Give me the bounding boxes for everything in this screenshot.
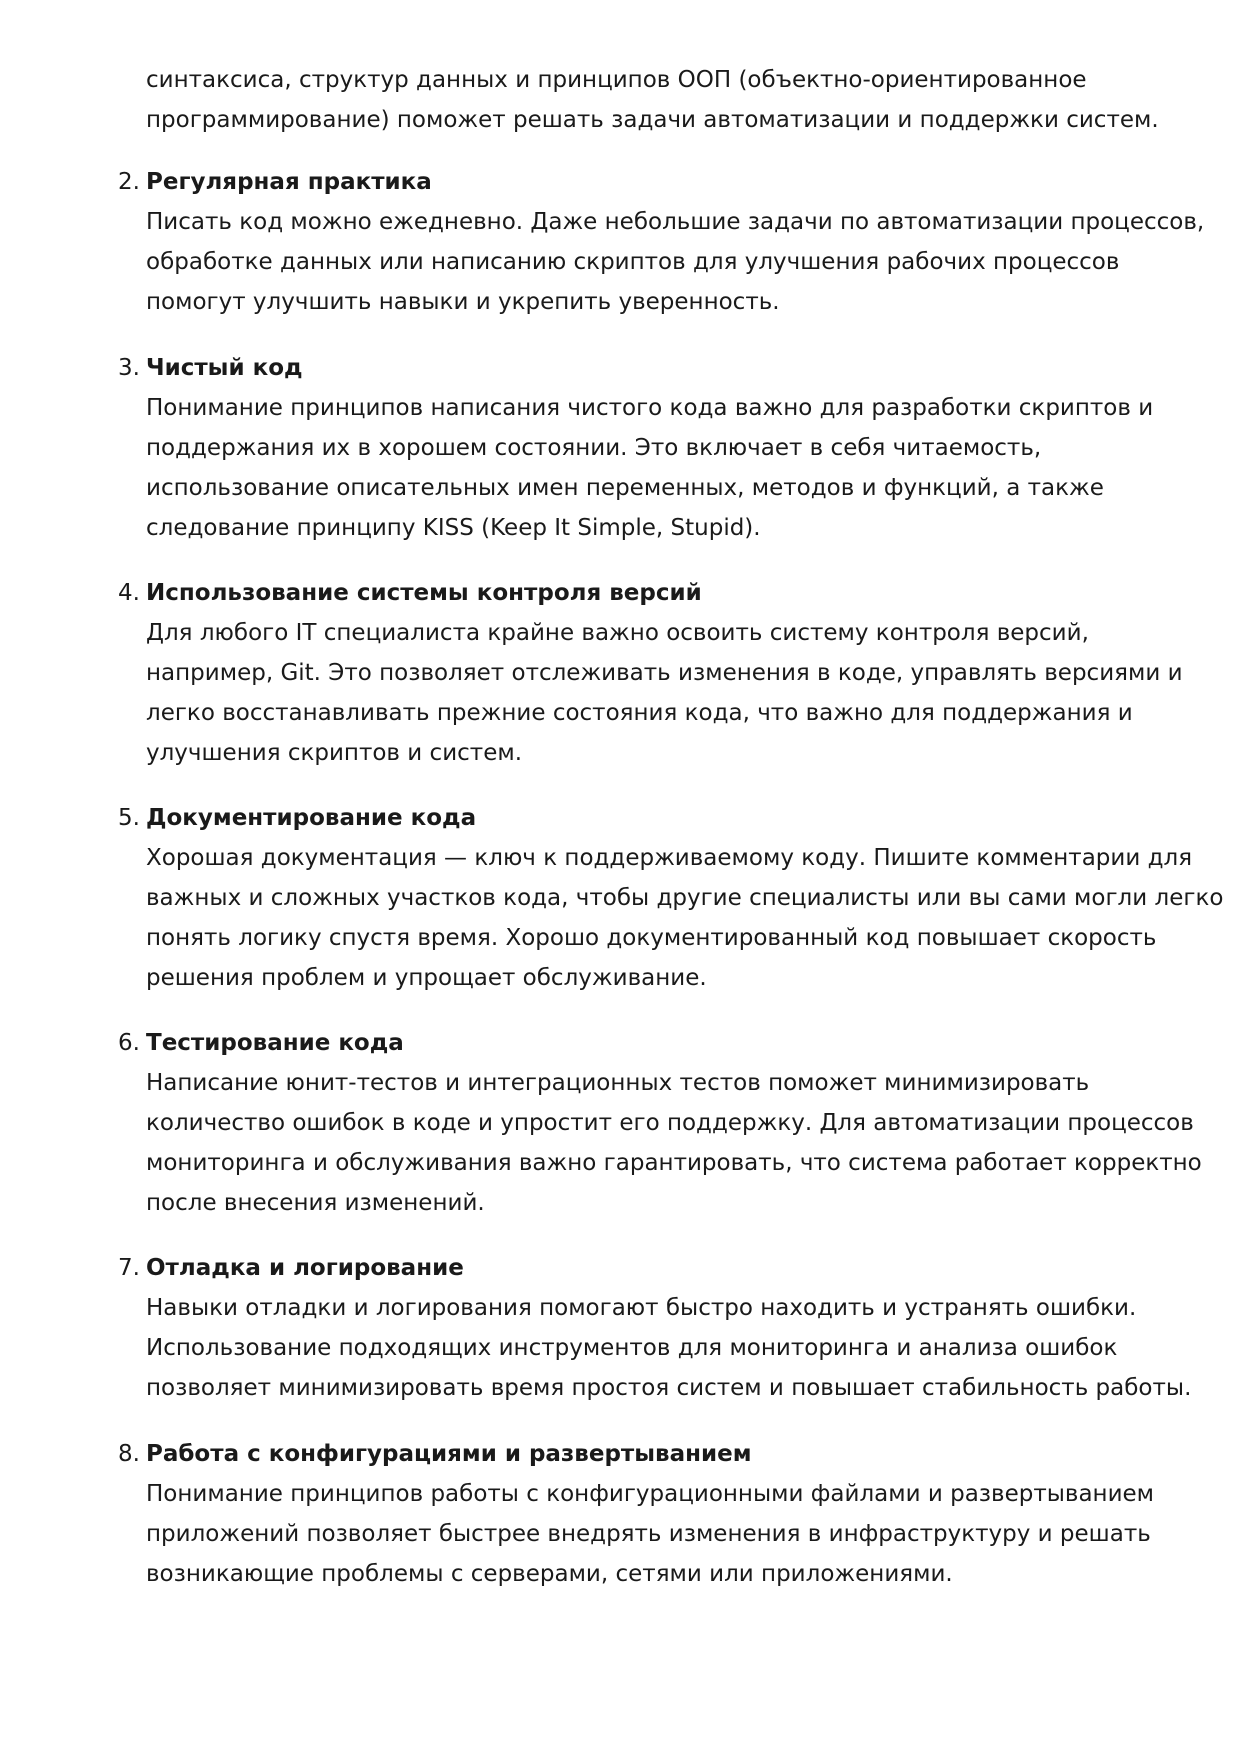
text-line: поддержания их в хорошем состоянии. Это включает в себя читаемость, — [146, 435, 1042, 461]
item-body — [146, 838, 1224, 998]
item-heading — [118, 1434, 1156, 1474]
item-number: 8. — [118, 1441, 140, 1467]
item-body — [146, 202, 1205, 322]
text-line: Использование подходящих инструментов для мониторинга и анализа ошибок — [146, 1335, 1118, 1361]
item-heading — [118, 1248, 1156, 1288]
item-title: Чистый код — [146, 355, 303, 381]
item-heading — [118, 348, 1156, 388]
item-body — [146, 1063, 1202, 1223]
text-line: следование принципу KISS (Keep It Simple, Stupid). — [146, 515, 761, 541]
item-number: 6. — [118, 1030, 140, 1056]
text-line: важных и сложных участков кода, чтобы другие специалисты или вы сами могли легко — [146, 885, 1224, 911]
text-line: понять логику спустя время. Хорошо документированный код повышает скорость — [146, 925, 1157, 951]
text-line: мониторинга и обслуживания важно гарантировать, что система работает корректно — [146, 1150, 1202, 1176]
text-line: Писать код можно ежедневно. Даже небольшие задачи по автоматизации процессов, — [146, 209, 1205, 235]
item-body — [146, 1474, 1156, 1594]
text-line: использование описательных имен переменных, методов и функций, а также — [146, 475, 1104, 501]
list-item-configuration — [118, 1434, 1156, 1594]
text-line: возникающие проблемы с серверами, сетями или приложениями. — [146, 1561, 953, 1587]
text-line: Написание юнит-тестов и интеграционных тестов поможет минимизировать — [146, 1070, 1090, 1096]
text-line: Хорошая документация — ключ к поддерживаемому коду. Пишите комментарии для — [146, 845, 1193, 871]
text-line: обработке данных или написанию скриптов для улучшения рабочих процессов — [146, 249, 1120, 275]
list-item-version-control — [118, 573, 1183, 773]
item-title: Работа с конфигурациями и развертыванием — [146, 1441, 752, 1467]
item-title: Документирование кода — [146, 805, 477, 831]
text-line: синтаксиса, структур данных и принципов ООП (объектно-ориентированное — [146, 67, 1087, 93]
text-line: легко восстанавливать прежние состояния кода, что важно для поддержания и — [146, 700, 1133, 726]
item-heading — [118, 573, 1156, 613]
text-line: помогут улучшить навыки и укрепить уверенность. — [146, 289, 780, 315]
text-line: например, Git. Это позволяет отслеживать изменения в коде, управлять версиями и — [146, 660, 1183, 686]
item-title: Использование системы контроля версий — [146, 580, 702, 606]
item-number: 2. — [118, 169, 140, 195]
list-item-debugging — [118, 1248, 1192, 1408]
list-item-clean-code — [118, 348, 1156, 548]
item-heading — [118, 1023, 1156, 1063]
text-line: Для любого IT специалиста крайне важно освоить систему контроля версий, — [146, 620, 1089, 646]
item-body — [146, 388, 1156, 548]
text-line: Навыки отладки и логирования помогают быстро находить и устранять ошибки. — [146, 1295, 1137, 1321]
item-heading — [118, 798, 1156, 838]
list-item-documentation — [118, 798, 1224, 998]
text-line: приложений позволяет быстрее внедрять изменения в инфраструктуру и решать — [146, 1521, 1151, 1547]
item-title: Регулярная практика — [146, 169, 432, 195]
item-title: Тестирование кода — [146, 1030, 404, 1056]
item-heading — [118, 162, 1156, 202]
item-number: 3. — [118, 355, 140, 381]
text-line: после внесения изменений. — [146, 1190, 485, 1216]
item-number: 5. — [118, 805, 140, 831]
text-line: Понимание принципов работы с конфигурационными файлами и развертыванием — [146, 1481, 1155, 1507]
intro-paragraph — [146, 60, 1159, 140]
item-title: Отладка и логирование — [146, 1255, 464, 1281]
item-body — [146, 613, 1183, 773]
text-line: Понимание принципов написания чистого кода важно для разработки скриптов и — [146, 395, 1154, 421]
item-number: 7. — [118, 1255, 140, 1281]
item-number: 4. — [118, 580, 140, 606]
text-line: количество ошибок в коде и упростит его поддержку. Для автоматизации процессов — [146, 1110, 1194, 1136]
list-item-regular-practice — [118, 162, 1205, 322]
text-line: позволяет минимизировать время простоя систем и повышает стабильность работы. — [146, 1375, 1192, 1401]
text-line: решения проблем и упрощает обслуживание. — [146, 965, 707, 991]
item-body — [146, 1288, 1192, 1408]
text-line: улучшения скриптов и систем. — [146, 740, 523, 766]
list-item-testing — [118, 1023, 1202, 1223]
text-line: программирование) поможет решать задачи автоматизации и поддержки систем. — [146, 107, 1159, 133]
